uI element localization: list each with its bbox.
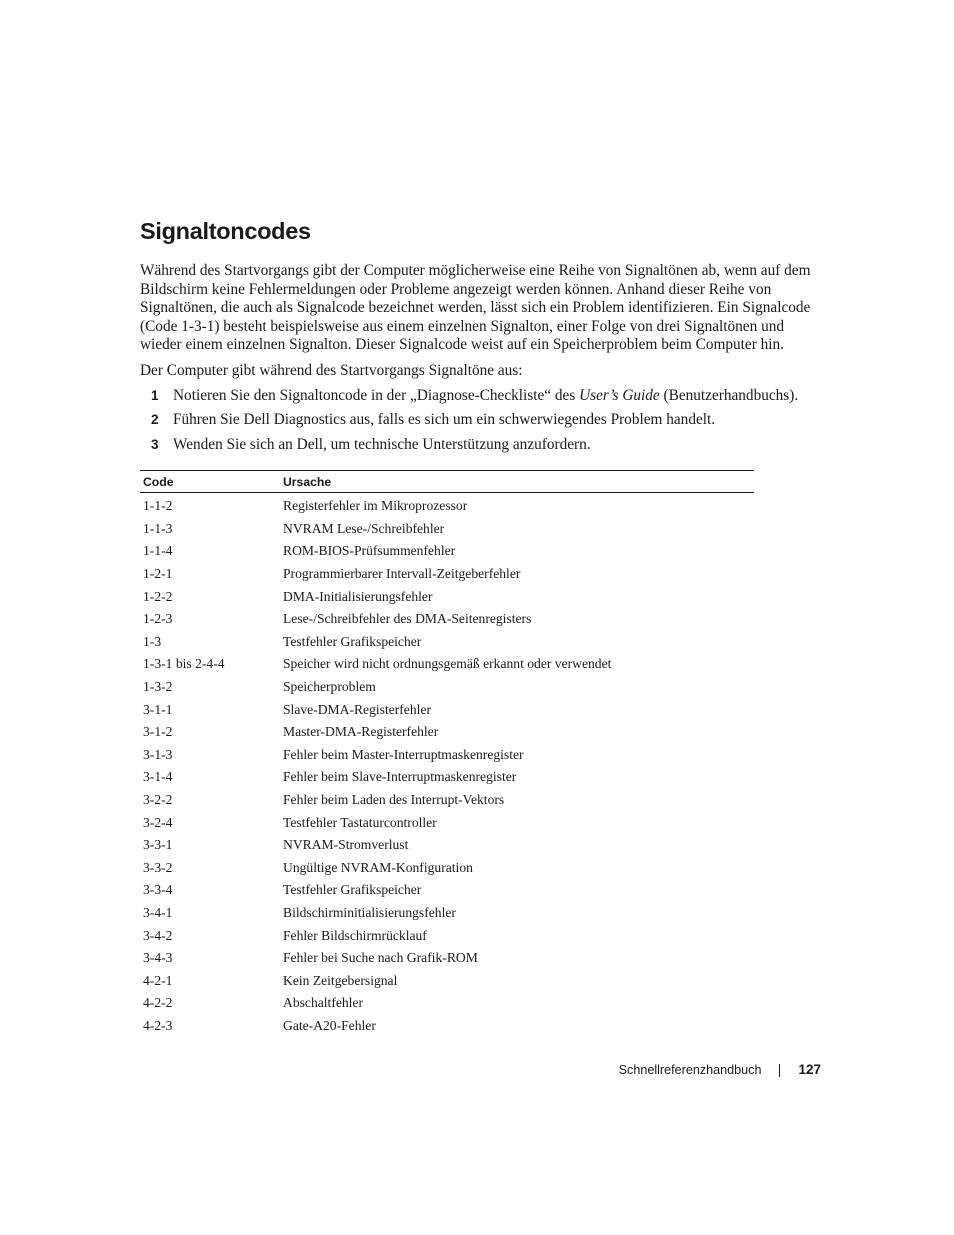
cell-cause: Gate-A20-Fehler	[283, 1017, 376, 1033]
cell-code: 4-2-1	[143, 972, 173, 988]
table-row	[140, 789, 754, 812]
cell-cause: NVRAM Lese-/Schreibfehler	[283, 520, 445, 536]
cell-code: 1-1-3	[143, 520, 173, 536]
beep-code-table	[140, 470, 754, 1037]
step-italic: User’s Guide	[579, 386, 660, 404]
table-header-row	[140, 471, 754, 493]
header-cause: Ursache	[280, 471, 754, 493]
cell-cause: Fehler beim Laden des Interrupt-Vektors	[283, 792, 505, 808]
step-text: Notieren Sie den Signaltoncode in der „Diagnose-Checkliste“ des User’s Guide (Benutzerhandbuchs).	[173, 386, 799, 404]
cell-cause: Abschaltfehler	[283, 995, 364, 1011]
table-row	[140, 834, 754, 857]
cell-code: 1-3-1 bis 2-4-4	[143, 656, 225, 672]
footer-separator	[779, 1064, 780, 1077]
table-row	[140, 857, 754, 880]
step-item	[140, 411, 815, 430]
table-row	[140, 969, 754, 992]
table-row	[140, 585, 754, 608]
table-row	[140, 653, 754, 676]
step-item	[140, 436, 815, 455]
step-text: Wenden Sie sich an Dell, um technische Unterstützung anzufordern.	[173, 436, 591, 454]
table-row	[140, 563, 754, 586]
cell-code: 3-1-4	[143, 769, 173, 785]
cell-cause: Testfehler Grafikspeicher	[283, 882, 422, 898]
table-row	[140, 608, 754, 631]
page-footer	[619, 1061, 821, 1079]
page-number: 127	[798, 1062, 821, 1077]
table-row	[140, 947, 754, 970]
header-code: Code	[140, 471, 280, 493]
cell-cause: Slave-DMA-Registerfehler	[283, 701, 431, 717]
cell-code: 1-2-3	[143, 611, 173, 627]
step-number: 2	[151, 412, 159, 428]
cell-code: 4-2-3	[143, 1017, 173, 1033]
cell-cause: Registerfehler im Mikroprozessor	[283, 498, 468, 514]
table-row	[140, 518, 754, 541]
cell-cause: ROM-BIOS-Prüfsummenfehler	[283, 543, 456, 559]
cell-cause: Kein Zeitgebersignal	[283, 972, 398, 988]
table-row	[140, 493, 754, 518]
cell-code: 3-4-1	[143, 904, 173, 920]
cell-cause: Fehler beim Master-Interruptmaskenregister	[283, 746, 524, 762]
cell-code: 3-4-3	[143, 950, 173, 966]
table-row	[140, 698, 754, 721]
cell-cause: Testfehler Tastaturcontroller	[283, 814, 437, 830]
intro-paragraph: Während des Startvorgangs gibt der Computer möglicherweise eine Reihe von Signaltönen ab, wenn auf dem Bildschirm keine Fehlermeldungen oder Probleme angezeigt werden können. Anhand dieser Reihe von Signaltönen, die auch als Signalcode bezeichnet werden, lässt sich ein Problem identifizieren. Ein Signalcode (Code 1-3-1) besteht beispielsweise aus einem einzelnen Signalton, einer Folge von drei Signaltönen und wieder einem einzelnen Signalton. Dieser Signalcode weist auf ein Speicherproblem beim Computer hin.	[140, 262, 811, 354]
cell-code: 3-2-2	[143, 792, 173, 808]
table-row	[140, 540, 754, 563]
cell-code: 3-2-4	[143, 814, 173, 830]
steps-list	[140, 387, 815, 455]
cell-code: 1-1-2	[143, 498, 173, 514]
cell-code: 3-1-3	[143, 746, 173, 762]
cell-code: 3-1-1	[143, 701, 173, 717]
table-row	[140, 631, 754, 654]
cell-cause: Testfehler Grafikspeicher	[283, 633, 422, 649]
cell-code: 1-2-2	[143, 588, 173, 604]
cell-code: 1-1-4	[143, 543, 173, 559]
cell-cause: Programmierbarer Intervall-Zeitgeberfehler	[283, 566, 521, 582]
cell-cause: Bildschirminitialisierungsfehler	[283, 904, 456, 920]
step-number: 3	[151, 437, 159, 453]
table-row	[140, 721, 754, 744]
table-row	[140, 924, 754, 947]
table-row	[140, 811, 754, 834]
table-row	[140, 902, 754, 925]
table-body	[140, 493, 754, 1038]
step-item	[140, 387, 815, 406]
cell-cause: Fehler bei Suche nach Grafik-ROM	[283, 950, 478, 966]
footer-book-title: Schnellreferenzhandbuch	[618, 1063, 762, 1077]
cell-code: 1-2-1	[143, 566, 173, 582]
cell-cause: Fehler Bildschirmrücklauf	[283, 927, 427, 943]
main-content	[140, 216, 815, 461]
cell-code: 3-4-2	[143, 927, 173, 943]
cell-cause: Ungültige NVRAM-Konfiguration	[283, 859, 473, 875]
lead-paragraph: Der Computer gibt während des Startvorgangs Signaltöne aus:	[140, 361, 523, 379]
cell-code: 3-3-4	[143, 882, 173, 898]
table-row	[140, 744, 754, 767]
table-row	[140, 992, 754, 1015]
cell-cause: Master-DMA-Registerfehler	[283, 724, 439, 740]
table-row	[140, 879, 754, 902]
cell-code: 3-1-2	[143, 724, 173, 740]
page-title: Signaltoncodes	[140, 218, 311, 244]
cell-cause: Lese-/Schreibfehler des DMA-Seitenregisters	[283, 611, 532, 627]
step-number: 1	[151, 387, 159, 403]
cell-cause: Fehler beim Slave-Interruptmaskenregister	[283, 769, 517, 785]
cell-code: 4-2-2	[143, 995, 173, 1011]
cell-cause: Speicher wird nicht ordnungsgemäß erkannt oder verwendet	[283, 656, 612, 672]
cell-code: 1-3	[143, 633, 162, 649]
cell-cause: Speicherproblem	[283, 679, 376, 695]
step-text: Führen Sie Dell Diagnostics aus, falls es sich um ein schwerwiegendes Problem handelt.	[173, 411, 716, 429]
table-row	[140, 676, 754, 699]
cell-code: 1-3-2	[143, 679, 173, 695]
cell-code: 3-3-2	[143, 859, 173, 875]
cell-cause: NVRAM-Stromverlust	[283, 837, 409, 853]
table-row	[140, 766, 754, 789]
table-row	[140, 1015, 754, 1038]
cell-code: 3-3-1	[143, 837, 173, 853]
cell-cause: DMA-Initialisierungsfehler	[283, 588, 433, 604]
